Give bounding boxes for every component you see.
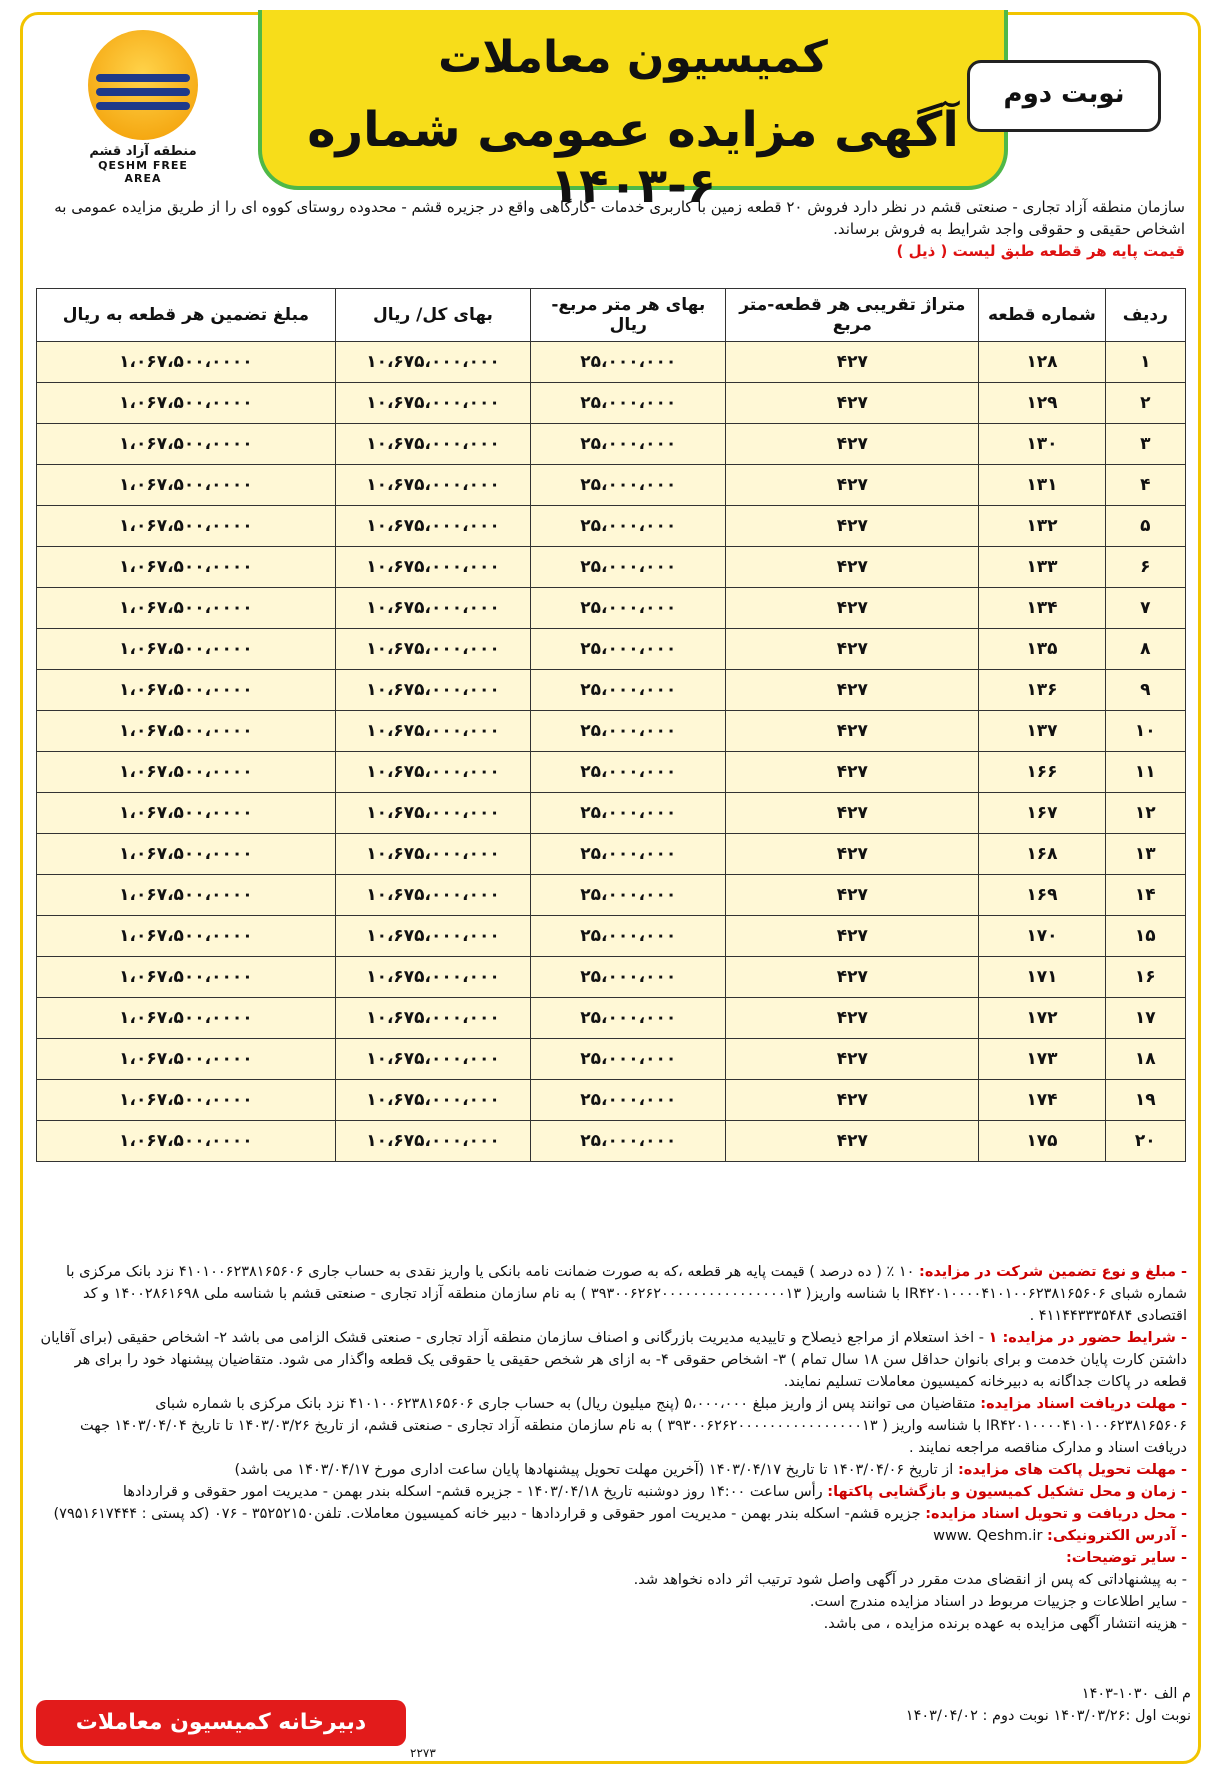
table-cell: ۱۰،۶۷۵،۰۰۰،۰۰۰ [335, 711, 530, 752]
table-cell: ۲۵،۰۰۰،۰۰۰ [531, 383, 726, 424]
table-cell: ۱۹ [1105, 1080, 1185, 1121]
table-cell: ۱۰،۶۷۵،۰۰۰،۰۰۰ [335, 465, 530, 506]
term-text: - اخذ استعلام از مراجع ذیصلاح و تاییدیه مدیریت بازرگانی و اصناف سازمان منطقه آزاد تجاری - صنعتی قشک الزامی می باشد ۲- اشخاص حقیقی (برای آقایان داشتن کارت پایان خدمت و برای بانوان حداقل سن ۱۸ سال تمام ) ۳- اشخاص حقوقی ۴- به ازای هر شخص حقیقی یا حقوقی یک قطعه واگذار می شود. متقاضیان پیشنهاد خود را برای هر قطعه در پاکات جداگانه به دبیرخانه کمیسیون معاملات تسلیم نمایند. [40, 1330, 1187, 1390]
table-cell: ۱ [1105, 342, 1185, 383]
table-cell: ۱۳۰ [979, 424, 1105, 465]
table-cell: ۱۷۲ [979, 998, 1105, 1039]
table-cell: ۳ [1105, 424, 1185, 465]
price-note: قیمت پایه هر قطعه طبق لیست ( ذیل ) [896, 242, 1185, 260]
table-cell: ۱۰،۶۷۵،۰۰۰،۰۰۰ [335, 957, 530, 998]
header-banner [258, 10, 1008, 214]
table-cell: ۲۵،۰۰۰،۰۰۰ [531, 465, 726, 506]
table-cell: ۱۰،۶۷۵،۰۰۰،۰۰۰ [335, 588, 530, 629]
table-cell: ۱۰،۶۷۵،۰۰۰،۰۰۰ [335, 1121, 530, 1162]
term-text: www. Qeshm.ir [933, 1528, 1048, 1544]
table-cell: ۱۰،۶۷۵،۰۰۰،۰۰۰ [335, 752, 530, 793]
table-row [37, 383, 1186, 424]
footer-secretariat: دبیرخانه کمیسیون معاملات [36, 1700, 406, 1746]
table-cell: ۴ [1105, 465, 1185, 506]
table-cell: ۱۳۳ [979, 547, 1105, 588]
col-lot: شماره قطعه [979, 289, 1105, 342]
table-cell: ۲۵،۰۰۰،۰۰۰ [531, 957, 726, 998]
table-cell: ۱،۰۶۷،۵۰۰،۰۰۰۰ [37, 793, 336, 834]
table-cell: ۴۲۷ [726, 875, 979, 916]
table-row [37, 793, 1186, 834]
table-cell: ۱،۰۶۷،۵۰۰،۰۰۰۰ [37, 1080, 336, 1121]
term-label: - سایر توضیحات: [1065, 1550, 1187, 1566]
table-cell: ۲۵،۰۰۰،۰۰۰ [531, 424, 726, 465]
table-cell: ۲۵،۰۰۰،۰۰۰ [531, 629, 726, 670]
table-cell: ۱۰،۶۷۵،۰۰۰،۰۰۰ [335, 916, 530, 957]
table-cell: ۱۳۲ [979, 506, 1105, 547]
table-cell: ۴۲۷ [726, 1039, 979, 1080]
table-cell: ۲۵،۰۰۰،۰۰۰ [531, 588, 726, 629]
table-cell: ۲۵،۰۰۰،۰۰۰ [531, 752, 726, 793]
table-row [37, 629, 1186, 670]
table-cell: ۴۲۷ [726, 1121, 979, 1162]
table-cell: ۲۵،۰۰۰،۰۰۰ [531, 670, 726, 711]
terms-section [40, 1261, 1187, 1635]
term-label: - مبلغ و نوع تضمین شرکت در مزایده: [919, 1264, 1187, 1280]
table-cell: ۱،۰۶۷،۵۰۰،۰۰۰۰ [37, 506, 336, 547]
term-item [40, 1525, 1187, 1547]
header-title: کمیسیون معاملات [438, 32, 828, 83]
intro-paragraph [40, 196, 1185, 262]
table-row [37, 957, 1186, 998]
table-cell: ۱۷۵ [979, 1121, 1105, 1162]
table-cell: ۱۱ [1105, 752, 1185, 793]
table-cell: ۲۵،۰۰۰،۰۰۰ [531, 998, 726, 1039]
table-row [37, 342, 1186, 383]
table-cell: ۱۰،۶۷۵،۰۰۰،۰۰۰ [335, 506, 530, 547]
term-text: از تاریخ ۱۴۰۳/۰۴/۰۶ تا تاریخ ۱۴۰۳/۰۴/۱۷ (آخرین مهلت تحویل پیشنهادها پایان ساعت اداری مورخ ۱۴۰۳/۰۴/۱۷ می باشد) [234, 1462, 958, 1478]
table-cell: ۱۷۱ [979, 957, 1105, 998]
footer-code: ۲۲۷۳ [410, 1746, 436, 1760]
table-cell: ۷ [1105, 588, 1185, 629]
lots-table [36, 288, 1186, 1162]
table-cell: ۴۲۷ [726, 465, 979, 506]
table-cell: ۴۲۷ [726, 629, 979, 670]
table-cell: ۱۰،۶۷۵،۰۰۰،۰۰۰ [335, 834, 530, 875]
table-cell: ۴۲۷ [726, 957, 979, 998]
term-item [40, 1481, 1187, 1503]
table-row [37, 875, 1186, 916]
term-label: - شرایط حضور در مزایده: ۱ [988, 1330, 1187, 1346]
term-text: جزیره قشم- اسکله بندر بهمن - مدیریت امور حقوقی و قراردادها - دبیر خانه کمیسیون معاملات. تلفن۳۵۲۵۲۱۵۰ - ۰۷۶ (کد پستی : ۷۹۵۱۶۱۷۴۴۴) [53, 1506, 926, 1522]
logo-text-fa: منطقه آزاد قشم [89, 144, 197, 159]
table-cell: ۱،۰۶۷،۵۰۰،۰۰۰۰ [37, 752, 336, 793]
table-row [37, 670, 1186, 711]
table-row [37, 1080, 1186, 1121]
table-cell: ۱۸ [1105, 1039, 1185, 1080]
table-cell: ۱۰،۶۷۵،۰۰۰،۰۰۰ [335, 998, 530, 1039]
table-cell: ۹ [1105, 670, 1185, 711]
table-header-row [37, 289, 1186, 342]
table-cell: ۱۶۹ [979, 875, 1105, 916]
table-cell: ۱۳۴ [979, 588, 1105, 629]
table-cell: ۴۲۷ [726, 342, 979, 383]
intro-text: سازمان منطقه آزاد تجاری - صنعتی قشم در نظر دارد فروش ۲۰ قطعه زمین با کاربری خدمات -کارگاهی واقع در جزیره قشم - محدوده روستای کووه ای را از طریق مزایده عمومی به اشخاص حقیقی و حقوقی واجد شرایط به فروش برساند. [54, 198, 1185, 238]
table-cell: ۲۵،۰۰۰،۰۰۰ [531, 711, 726, 752]
table-row [37, 1039, 1186, 1080]
col-total-price: بهای کل/ ریال [335, 289, 530, 342]
table-cell: ۱۰،۶۷۵،۰۰۰،۰۰۰ [335, 793, 530, 834]
table-cell: ۱۳ [1105, 834, 1185, 875]
table-cell: ۱۲۹ [979, 383, 1105, 424]
table-cell: ۴۲۷ [726, 547, 979, 588]
term-label: - زمان و محل تشکیل کمیسیون و بازگشایی پاکتها: [827, 1484, 1187, 1500]
table-cell: ۱۴ [1105, 875, 1185, 916]
table-cell: ۲۵،۰۰۰،۰۰۰ [531, 875, 726, 916]
col-row: ردیف [1105, 289, 1185, 342]
table-cell: ۱۶۶ [979, 752, 1105, 793]
term-text: متقاضیان می توانند پس از واریز مبلغ ۵،۰۰۰،۰۰۰ (پنج میلیون ریال) به حساب جاری ۴۱۰۱۰۰۶۲۳۸۱۶۵۶۰۶ نزد بانک مرکزی با شماره شبای IR۴۲۰۱۰۰۰۰۴۱۰۱۰۰۶۲۳۸۱۶۵۶۰۶ با شناسه واریز ( ۳۹۳۰۰۶۲۶۲۰۰۰۰۰۰۰۰۰۰۰۰۰۰۰۰۱۳ ) به نام سازمان منطقه آزاد تجاری - صنعتی قشم، از تاریخ ۱۴۰۳/۰۳/۲۶ تا تاریخ ۱۴۰۳/۰۴/۰۴ جهت دریافت اسناد و مدارک مناقصه مراجعه نمایند . [80, 1396, 1187, 1456]
table-cell: ۴۲۷ [726, 1080, 979, 1121]
table-row [37, 916, 1186, 957]
table-row [37, 1121, 1186, 1162]
table-cell: ۲۵،۰۰۰،۰۰۰ [531, 1080, 726, 1121]
table-cell: ۱۰،۶۷۵،۰۰۰،۰۰۰ [335, 875, 530, 916]
table-row [37, 752, 1186, 793]
term-label: - مهلت تحویل پاکت های مزایده: [957, 1462, 1187, 1478]
table-cell: ۱،۰۶۷،۵۰۰،۰۰۰۰ [37, 875, 336, 916]
table-cell: ۱۰،۶۷۵،۰۰۰،۰۰۰ [335, 342, 530, 383]
table-cell: ۱۶۷ [979, 793, 1105, 834]
publication-dates: نوبت اول :۱۴۰۳/۰۳/۲۶ نوبت دوم : ۱۴۰۳/۰۴/۰۲ [905, 1708, 1191, 1724]
table-cell: ۴۲۷ [726, 916, 979, 957]
header-subtitle: آگهی مزایده عمومی شماره ۶-۱۴۰۳ [307, 102, 959, 214]
table-cell: ۱،۰۶۷،۵۰۰،۰۰۰۰ [37, 1121, 336, 1162]
table-cell: ۱۰،۶۷۵،۰۰۰،۰۰۰ [335, 547, 530, 588]
table-row [37, 711, 1186, 752]
table-cell: ۴۲۷ [726, 998, 979, 1039]
table-cell: ۴۲۷ [726, 424, 979, 465]
table-cell: ۵ [1105, 506, 1185, 547]
table-cell: ۴۲۷ [726, 793, 979, 834]
table-cell: ۱۰،۶۷۵،۰۰۰،۰۰۰ [335, 1039, 530, 1080]
table-cell: ۸ [1105, 629, 1185, 670]
table-cell: ۱۰،۶۷۵،۰۰۰،۰۰۰ [335, 383, 530, 424]
table-cell: ۴۲۷ [726, 670, 979, 711]
table-cell: ۲۵،۰۰۰،۰۰۰ [531, 916, 726, 957]
col-guarantee: مبلغ تضمین هر قطعه به ریال [37, 289, 336, 342]
table-cell: ۱،۰۶۷،۵۰۰،۰۰۰۰ [37, 629, 336, 670]
table-cell: ۱،۰۶۷،۵۰۰،۰۰۰۰ [37, 834, 336, 875]
table-cell: ۱۳۱ [979, 465, 1105, 506]
table-cell: ۱،۰۶۷،۵۰۰،۰۰۰۰ [37, 670, 336, 711]
table-cell: ۴۲۷ [726, 383, 979, 424]
table-cell: ۱،۰۶۷،۵۰۰،۰۰۰۰ [37, 916, 336, 957]
table-cell: ۱۲ [1105, 793, 1185, 834]
table-cell: ۱،۰۶۷،۵۰۰،۰۰۰۰ [37, 424, 336, 465]
table-cell: ۱۳۷ [979, 711, 1105, 752]
table-cell: ۱۰،۶۷۵،۰۰۰،۰۰۰ [335, 424, 530, 465]
table-cell: ۱،۰۶۷،۵۰۰،۰۰۰۰ [37, 588, 336, 629]
table-row [37, 834, 1186, 875]
table-row [37, 547, 1186, 588]
table-row [37, 465, 1186, 506]
qeshm-logo [78, 30, 208, 185]
table-cell: ۱۶۸ [979, 834, 1105, 875]
term-item [40, 1393, 1187, 1459]
table-cell: ۲۵،۰۰۰،۰۰۰ [531, 793, 726, 834]
table-cell: ۴۲۷ [726, 506, 979, 547]
table-cell: ۲۰ [1105, 1121, 1185, 1162]
table-cell: ۴۲۷ [726, 752, 979, 793]
table-cell: ۲۵،۰۰۰،۰۰۰ [531, 834, 726, 875]
term-label: - آدرس الکترونیکی: [1047, 1528, 1187, 1544]
table-row [37, 998, 1186, 1039]
table-cell: ۱،۰۶۷،۵۰۰،۰۰۰۰ [37, 998, 336, 1039]
table-cell: ۱،۰۶۷،۵۰۰،۰۰۰۰ [37, 342, 336, 383]
table-cell: ۱،۰۶۷،۵۰۰،۰۰۰۰ [37, 465, 336, 506]
term-label: - محل دریافت و تحویل اسناد مزایده: [925, 1506, 1187, 1522]
round-badge: نوبت دوم [967, 60, 1161, 132]
table-cell: ۱۰،۶۷۵،۰۰۰،۰۰۰ [335, 629, 530, 670]
term-item [40, 1327, 1187, 1393]
table-cell: ۱،۰۶۷،۵۰۰،۰۰۰۰ [37, 1039, 336, 1080]
publication-info [791, 1683, 1191, 1727]
table-cell: ۴۲۷ [726, 711, 979, 752]
table-cell: ۱۲۸ [979, 342, 1105, 383]
table-cell: ۱۳۶ [979, 670, 1105, 711]
term-item [40, 1459, 1187, 1481]
table-cell: ۱۰،۶۷۵،۰۰۰،۰۰۰ [335, 670, 530, 711]
table-cell: ۱۵ [1105, 916, 1185, 957]
term-item [40, 1261, 1187, 1327]
table-cell: ۱۷۴ [979, 1080, 1105, 1121]
table-cell: ۲۵،۰۰۰،۰۰۰ [531, 506, 726, 547]
table-cell: ۴۲۷ [726, 834, 979, 875]
table-cell: ۱۰،۶۷۵،۰۰۰،۰۰۰ [335, 1080, 530, 1121]
table-cell: ۱،۰۶۷،۵۰۰،۰۰۰۰ [37, 383, 336, 424]
table-row [37, 588, 1186, 629]
table-cell: ۱۰ [1105, 711, 1185, 752]
table-cell: ۱۶ [1105, 957, 1185, 998]
table-cell: ۱۷ [1105, 998, 1185, 1039]
term-item [40, 1503, 1187, 1525]
table-cell: ۶ [1105, 547, 1185, 588]
sun-icon [88, 30, 198, 140]
logo-text-en: QESHM FREE AREA [98, 159, 188, 185]
table-row [37, 506, 1186, 547]
note-item: - هزینه انتشار آگهی مزایده به عهده برنده مزایده ، می باشد. [823, 1616, 1187, 1632]
table-cell: ۱۷۰ [979, 916, 1105, 957]
table-cell: ۴۲۷ [726, 588, 979, 629]
table-cell: ۱،۰۶۷،۵۰۰،۰۰۰۰ [37, 547, 336, 588]
note-item: - به پیشنهاداتی که پس از انقضای مدت مقرر در آگهی واصل شود ترتیب اثر داده نخواهد شد. [633, 1572, 1187, 1588]
term-text: ۱۰ ٪ ( ده درصد ) قیمت پایه هر قطعه ،که به صورت ضمانت نامه بانکی یا واریز نقدی به حساب جاری ۴۱۰۱۰۰۶۲۳۸۱۶۵۶۰۶ نزد بانک مرکزی با شماره شبای IR۴۲۰۱۰۰۰۰۴۱۰۱۰۰۶۲۳۸۱۶۵۶۰۶ با شناسه واریز( ۳۹۳۰۰۶۲۶۲۰۰۰۰۰۰۰۰۰۰۰۰۰۰۰۰۱۳ ) به نام سازمان منطقه آزاد تجاری - صنعتی قشم با شناسه ملی ۱۴۰۰۲۸۶۱۶۹۸ و کد اقتصادی ۴۱۱۴۴۳۳۳۵۴۸۴ . [66, 1264, 1187, 1324]
table-cell: ۲۵،۰۰۰،۰۰۰ [531, 547, 726, 588]
note-item: - سایر اطلاعات و جزییات مربوط در اسناد مزایده مندرج است. [809, 1594, 1187, 1610]
table-cell: ۱۷۳ [979, 1039, 1105, 1080]
table-cell: ۲ [1105, 383, 1185, 424]
col-area: متراژ تقریبی هر قطعه-متر مربع [726, 289, 979, 342]
term-text: رأس ساعت ۱۴:۰۰ روز دوشنبه تاریخ ۱۴۰۳/۰۴/۱۸ - جزیره قشم- اسکله بندر بهمن - مدیریت امور حقوقی و قراردادها [122, 1484, 828, 1500]
term-item [40, 1547, 1187, 1569]
table-cell: ۲۵،۰۰۰،۰۰۰ [531, 342, 726, 383]
table-row [37, 424, 1186, 465]
table-cell: ۱،۰۶۷،۵۰۰،۰۰۰۰ [37, 957, 336, 998]
ref-number: م الف ۱۰۳۰-۱۴۰۳ [1081, 1686, 1191, 1702]
term-label: - مهلت دریافت اسناد مزایده: [980, 1396, 1187, 1412]
table-cell: ۲۵،۰۰۰،۰۰۰ [531, 1121, 726, 1162]
table-cell: ۱،۰۶۷،۵۰۰،۰۰۰۰ [37, 711, 336, 752]
col-unit-price: بهای هر متر مربع- ریال [531, 289, 726, 342]
table-cell: ۱۳۵ [979, 629, 1105, 670]
table-cell: ۲۵،۰۰۰،۰۰۰ [531, 1039, 726, 1080]
